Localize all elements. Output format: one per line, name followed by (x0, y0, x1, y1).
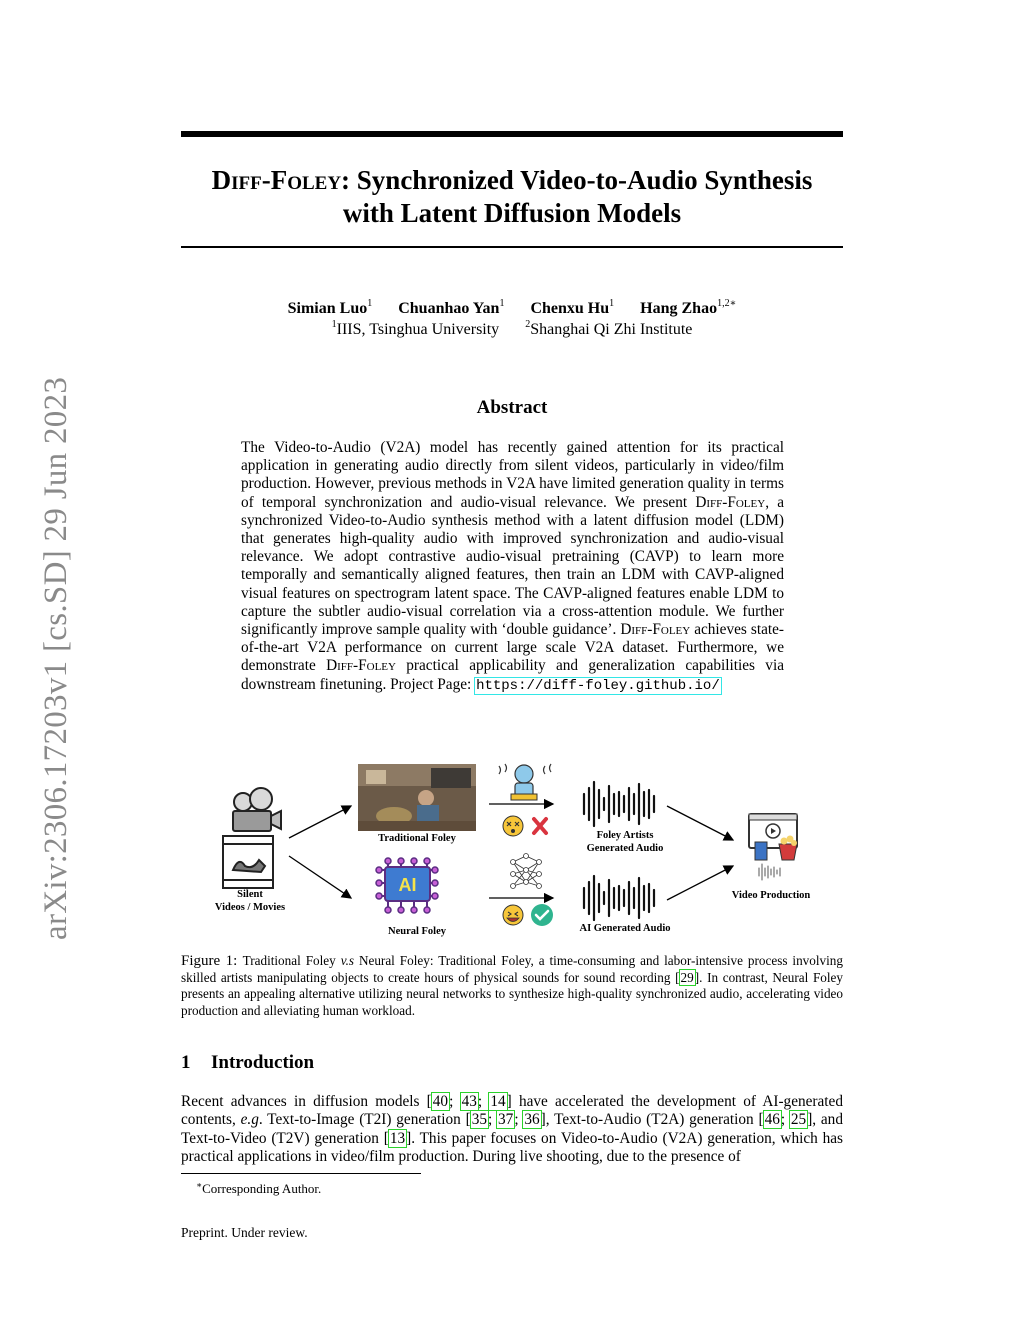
title-top-rule (181, 131, 843, 137)
red-x-icon (534, 819, 546, 833)
citation-link[interactable]: 37 (498, 1111, 514, 1129)
dizzy-face-icon (503, 816, 523, 836)
ai-chip-label: AI (398, 875, 417, 895)
camera-film-icon (223, 788, 281, 888)
label-video-production: Video Production (731, 890, 811, 901)
footnote: ∗Corresponding Author. (196, 1180, 322, 1196)
affiliation-1: IIIS, Tsinghua University (336, 321, 500, 338)
project-page-link[interactable]: https://diff-foley.github.io/ (476, 677, 720, 694)
check-icon (531, 904, 553, 926)
citation-link[interactable]: 40 (432, 1093, 449, 1110)
label-foley-generated-audio: Foley Artists Generated Audio (586, 830, 664, 854)
video-production-icon (749, 814, 797, 880)
author-name: Hang Zhao (640, 300, 718, 317)
label-silent-videos: Silent Videos / Movies (214, 889, 286, 913)
citation-link[interactable]: 43 (461, 1093, 477, 1110)
label-traditional-foley: Traditional Foley (378, 833, 456, 844)
affiliation-2: Shanghai Qi Zhi Institute (530, 321, 693, 338)
author-name: Simian Luo (287, 300, 368, 317)
title-line2: with Latent Diffusion Models (342, 198, 682, 228)
neural-network-icon (511, 854, 542, 889)
section-heading: 1 Introduction (181, 1052, 315, 1073)
intro-paragraph: Recent advances in diffusion models [40; 43; 14] have accelerated the development of AI-generated contents, e.g. Text-to-Image (T2I) generation [35; 37; 36], Text-to-Audio (T2A) generation [46; 25], and Text-to-Video (T2V) generation [13]. This paper focuses on Video-to-Audio (V2A) generation, which has practical applications in video/film production. During live shooting, due to the presence of (181, 1093, 843, 1165)
title-bottom-rule (181, 246, 843, 248)
author-name: Chenxu Hu (530, 300, 610, 317)
happy-face-icon (503, 905, 523, 925)
citation-link[interactable]: 36 (524, 1111, 540, 1129)
citation-link[interactable]: 14 (490, 1093, 506, 1110)
citation-link[interactable]: 13 (389, 1129, 406, 1147)
ai-waveform-icon (584, 876, 654, 920)
citation-link[interactable]: 46 (764, 1111, 780, 1129)
author-name: Chuanhao Yan (398, 300, 500, 317)
affiliations: $^1$IIIS, Tsinghua University $^2$Shanghai Qi Zhi Institute (331, 319, 693, 338)
stressed-artist-icon (499, 764, 551, 800)
abstract-body: The Video-to-Audio (V2A) model has recently gained attention for its practical application in generating audio directly from silent videos, particularly in video/film production. However, previous methods in V2A have limited generation quality in terms of temporal synchronization and audio-visual relevance. We present Diff-Foley, a synchronized Video-to-Audio synthesis method with a latent diffusion model (LDM) that generates high-quality audio with improved synchronization and audio-visual relevance. We adopt contrastive audio-visual pretraining (CAVP) to learn more temporally and semantically aligned features, then train an LDM with CAVP-aligned visual features on spectrogram latent space. The CAVP-aligned features enable LDM to capture the subtler audio-visual correlation via a cross-attention module. We further significantly improve sample quality with ‘double guidance’. Diff-Foley achieves state-of-the-art V2A performance on current large scale V2A dataset. Furthermore, we demonstrate Diff-Foley practical applicability and generalization capabilities via downstream finetuning. Project Page: https://diff-foley.github.io/ (241, 439, 784, 694)
figure-label: Figure 1: (181, 953, 243, 969)
arxiv-sidebar-id: arXiv:2306.17203v1 [cs.SD] 29 Jun 2023 (38, 376, 74, 940)
label-ai-generated-audio: AI Generated Audio (579, 923, 671, 934)
abstract-heading: Abstract (476, 397, 548, 418)
citation-link[interactable]: 35 (471, 1111, 487, 1129)
traditional-foley-photo (358, 764, 476, 831)
ai-chip-icon (376, 858, 438, 913)
footnote-rule (181, 1173, 421, 1174)
label-neural-foley: Neural Foley (387, 926, 447, 937)
citation-link[interactable]: 29 (680, 969, 694, 985)
foley-waveform-icon (584, 782, 654, 826)
title-method-name: Diff-Foley (211, 165, 342, 195)
title-line1: : Synchronized Video-to-Audio Synthesis (341, 165, 813, 195)
preprint-notice: Preprint. Under review. (181, 1225, 308, 1240)
citation-link[interactable]: 25 (790, 1111, 807, 1129)
paper-title (181, 164, 843, 230)
figure-1-diagram (181, 758, 843, 948)
figure-1-caption: Figure 1: Traditional Foley v.s Neural Foley: Traditional Foley, a time-consuming and labor-intensive process involving skilled artists manipulating objects to create hours of physical sounds for sound recording [29]. In contrast, Neural Foley presents an appealing alternative utilizing neural networks to synthesize high-quality synchronized audio, accelerating video production and alleviating human workload. (181, 953, 844, 1018)
author-list: Simian Luo$^1$ Chuanhao Yan$^1$ Chenxu Hu$^1$ Hang Zhao$^{1,2∗}$ (287, 298, 737, 317)
